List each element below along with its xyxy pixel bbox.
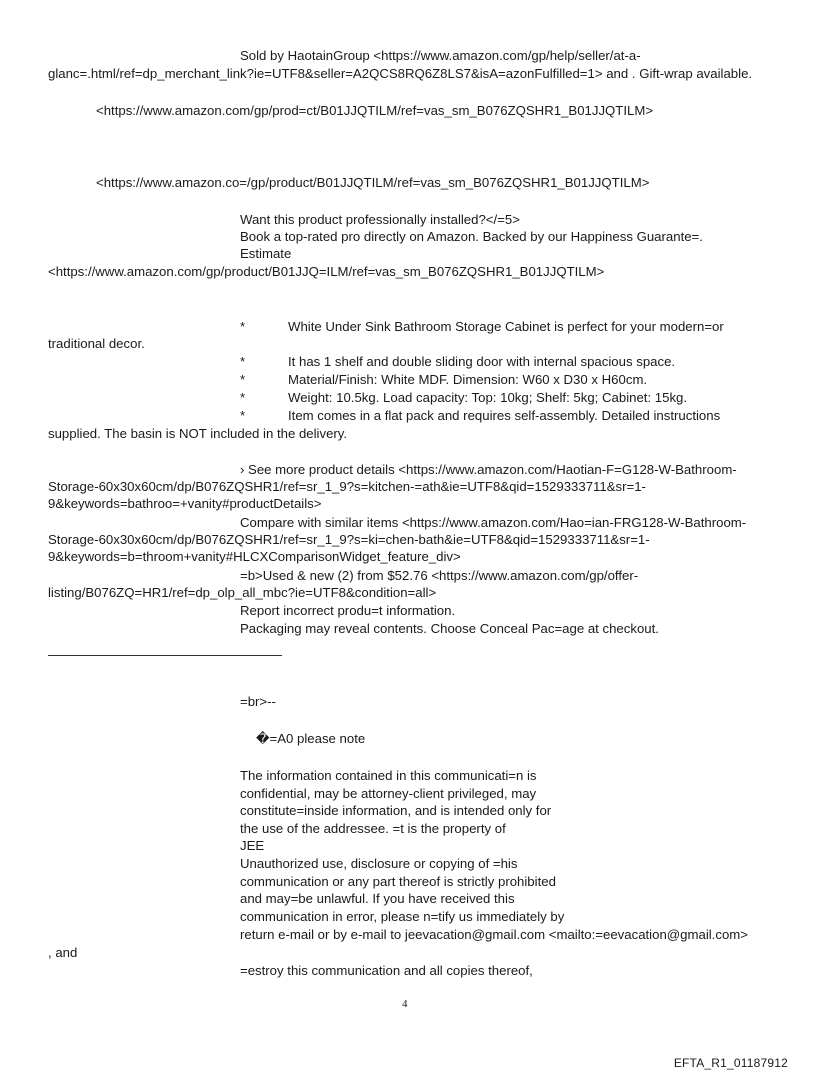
bullet-5-continuation: supplied. The basin is NOT included in the delivery. [48,426,348,441]
page-number: 4 [402,998,408,1010]
install-question: Want this product professionally installed?</=5> [240,212,520,227]
disclaimer-line: The information contained in this communicati=n is [240,768,537,783]
bullet-5-text: Item comes in a flat pack and requires self-assembly. Detailed instructions [288,408,721,423]
bullet-1-text: White Under Sink Bathroom Storage Cabinet is perfect for your modern=or [288,319,724,334]
sold-by-line-2: glanc=.html/ref=dp_merchant_link?ie=UTF8&seller=A2QCS8RQ6Z8LS7&isA=azonFulfilled=1> and . Gift-wrap available. [48,66,753,81]
bullet-marker: * [240,319,246,334]
see-more-details-line-1: › See more product details <https://www.amazon.com/Haotian-F=G128-W-Bathroom- [240,462,737,477]
bullet-marker: * [240,390,246,405]
install-estimate: Estimate [240,246,292,261]
bullet-1-continuation: traditional decor. [48,336,145,351]
product-link-2: <https://www.amazon.co=/gp/product/B01JJQTILM/ref=vas_sm_B076ZQSHR1_B01JJQTILM> [96,175,650,190]
please-note: �=A0 please note [256,731,366,746]
packaging-line: Packaging may reveal contents. Choose Conceal Pac=age at checkout. [240,621,659,636]
destroy-line: =estroy this communication and all copies thereof, [240,963,533,978]
disclaimer-line: constitute=inside information, and is intended only for [240,803,552,818]
bullet-3-text: Material/Finish: White MDF. Dimension: W60 x D30 x H60cm. [288,372,648,387]
disclaimer-line: confidential, may be attorney-client privileged, may [240,786,537,801]
used-new-line-1: =b>Used & new (2) from $52.76 <https://www.amazon.com/gp/offer- [240,568,639,583]
br-marker: =br>-- [240,694,276,709]
see-more-details-line-3: 9&keywords=bathroo=+vanity#productDetails> [48,496,322,511]
bullet-4-text: Weight: 10.5kg. Load capacity: Top: 10kg; Shelf: 5kg; Cabinet: 15kg. [288,390,688,405]
disclaimer-line: communication or any part thereof is strictly prohibited [240,874,556,889]
disclaimer-line: communication in error, please n=tify us immediately by [240,909,565,924]
product-link-1: <https://www.amazon.com/gp/prod=ct/B01JJQTILM/ref=vas_sm_B076ZQSHR1_B01JJQTILM> [96,103,654,118]
disclaimer-line: and may=be unlawful. If you have received this [240,891,515,906]
used-new-line-2: listing/B076ZQ=HR1/ref=dp_olp_all_mbc?ie=UTF8&condition=all> [48,585,437,600]
install-book: Book a top-rated pro directly on Amazon. Backed by our Happiness Guarante=. [240,229,703,244]
install-url: <https://www.amazon.com/gp/product/B01JJQ=ILM/ref=vas_sm_B076ZQSHR1_B01JJQTILM> [48,264,605,279]
disclaimer-line: JEE [240,838,265,853]
bullet-marker: * [240,354,246,369]
compare-line-2: Storage-60x30x60cm/dp/B076ZQSHR1/ref=sr_1_9?s=ki=chen-bath&ie=UTF8&qid=1529333711&sr=1- [48,532,650,547]
document-id: EFTA_R1_01187912 [673,1056,788,1070]
compare-line-1: Compare with similar items <https://www.amazon.com/Hao=ian-FRG128-W-Bathroom- [240,515,747,530]
see-more-details-line-2: Storage-60x30x60cm/dp/B076ZQSHR1/ref=sr_1_9?s=kitchen-=ath&ie=UTF8&qid=1529333711&sr=1- [48,479,646,494]
disclaimer-line: return e-mail or by e-mail to jeevacation@gmail.com <mailto:=eevacation@gmail.com> [240,927,748,942]
separator-rule [48,655,282,656]
compare-line-3: 9&keywords=b=throom+vanity#HLCXComparisonWidget_feature_div> [48,549,461,564]
bullet-2-text: It has 1 shelf and double sliding door with internal spacious space. [288,354,676,369]
and-line: , and [48,945,78,960]
bullet-marker: * [240,372,246,387]
bullet-marker: * [240,408,246,423]
report-line: Report incorrect produ=t information. [240,603,456,618]
disclaimer-line: the use of the addressee. =t is the property of [240,821,506,836]
sold-by-line-1: Sold by HaotainGroup <https://www.amazon.com/gp/help/seller/at-a- [240,48,641,63]
disclaimer-line: Unauthorized use, disclosure or copying of =his [240,856,518,871]
